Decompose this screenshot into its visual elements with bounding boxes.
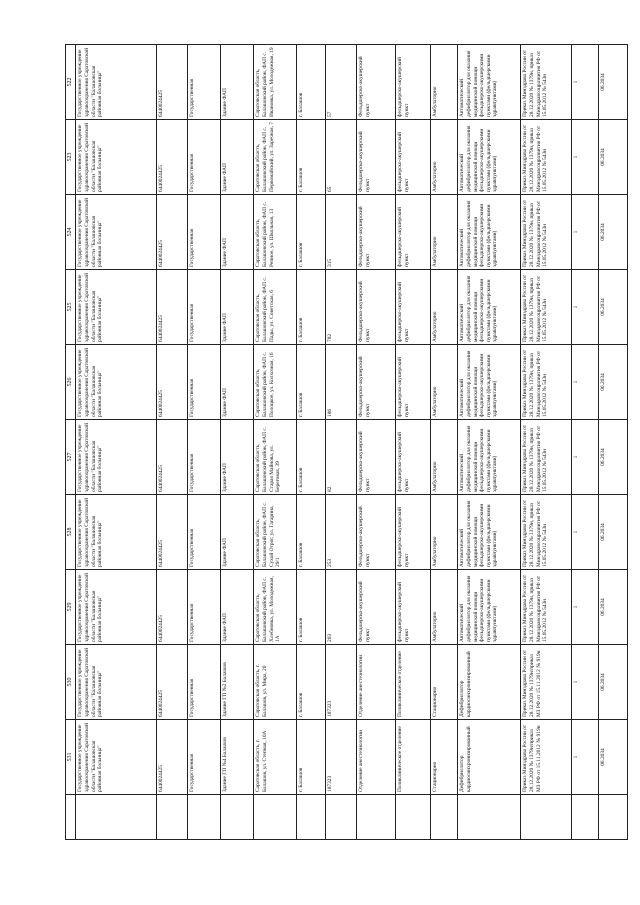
- subdepartment-cell: фельдшерско-акушерский пункт: [396, 345, 431, 420]
- building-cell: Здание ФАП: [221, 570, 254, 645]
- column-number: 531: [66, 720, 76, 795]
- row-label-cell: [157, 795, 188, 840]
- subdepartment-cell: фельдшерско-акушерский пункт: [396, 420, 431, 495]
- order-reference-cell: Приказ Минздрава России от 28.12.2020 № 1379н, приказ Минздравсоцразвития РФ от 15.05.2012 № 543н: [521, 270, 572, 345]
- equipment-cell: Автоматический дефибриллятор для оказания медицинской помощи фельдшерско-акушерскими пунктами (фельдшерскими здравпунктами): [458, 420, 521, 495]
- table-row: [357, 45, 396, 840]
- department-cell: Фельдшерско-акушерский пункт: [357, 495, 396, 570]
- inn-cell: 6440024425: [157, 420, 188, 495]
- department-cell: Фельдшерско-акушерский пункт: [357, 345, 396, 420]
- quantity-cell: 1: [572, 645, 599, 720]
- row-label-cell: [599, 795, 628, 840]
- date-cell: 06.2034: [599, 345, 628, 420]
- table-body: [66, 45, 628, 840]
- owner-cell: Государственное учреждение здравоохранения Саратовской области "Балашовская районная больница": [76, 570, 157, 645]
- subdepartment-cell: фельдшерско-акушерский пункт: [396, 45, 431, 120]
- locality-cell: г. Балашов: [297, 495, 326, 570]
- row-label-cell: [396, 795, 431, 840]
- table-row: [572, 45, 599, 840]
- address-cell: Саратовская область, г. Балашов, ул. Мира, 20: [254, 645, 297, 720]
- table-row: [599, 45, 628, 840]
- address-cell: Саратовская область, Балашовский район, ФАП с. Хлебновка, ул. Молодежная, 1А: [254, 570, 297, 645]
- equipment-cell: Дефибриллятор кардиосинхронизированный: [458, 645, 521, 720]
- date-cell: 06.2034: [599, 120, 628, 195]
- code-cell: 203: [326, 570, 357, 645]
- care-mode-cell: Амбулаторно: [431, 570, 458, 645]
- code-cell: 82: [326, 420, 357, 495]
- code-cell: 65: [326, 120, 357, 195]
- equipment-cell: Автоматический дефибриллятор для оказания медицинской помощи фельдшерско-акушерскими пунктами (фельдшерскими здравпунктами): [458, 270, 521, 345]
- ownership-form-cell: Государственная: [188, 495, 221, 570]
- address-cell: Саратовская область, г. Балашов, ул. Степная, 10А: [254, 720, 297, 795]
- column-number: 524: [66, 195, 76, 270]
- ownership-form-cell: Государственная: [188, 45, 221, 120]
- ownership-form-cell: Государственная: [188, 270, 221, 345]
- table-row: [521, 45, 572, 840]
- department-cell: Фельдшерско-акушерский пункт: [357, 270, 396, 345]
- inn-cell: 6440024425: [157, 195, 188, 270]
- order-reference-cell: Приказ Минздрава России от 28.12.2020 № 1379н, приказ Минздравсоцразвития РФ от 15.05.2012 № 543н: [521, 120, 572, 195]
- quantity-cell: 1: [572, 45, 599, 120]
- subdepartment-cell: фельдшерско-акушерский пункт: [396, 120, 431, 195]
- locality-cell: г. Балашов: [297, 570, 326, 645]
- equipment-cell: Дефибриллятор кардиосинхронизированный: [458, 720, 521, 795]
- ownership-form-cell: Государственная: [188, 570, 221, 645]
- owner-cell: Государственное учреждение здравоохранения Саратовской области "Балашовская районная больница": [76, 270, 157, 345]
- code-cell: 315: [326, 195, 357, 270]
- care-mode-cell: Амбулаторно: [431, 195, 458, 270]
- date-cell: 06.2034: [599, 420, 628, 495]
- equipment-cell: Автоматический дефибриллятор для оказания медицинской помощи фельдшерско-акушерскими пунктами (фельдшерскими здравпунктами): [458, 345, 521, 420]
- equipment-cell: Автоматический дефибриллятор для оказания медицинской помощи фельдшерско-акушерскими пунктами (фельдшерскими здравпунктами): [458, 495, 521, 570]
- building-cell: Здание ФАП: [221, 195, 254, 270]
- locality-cell: г. Балашов: [297, 720, 326, 795]
- order-reference-cell: Приказ Минздрава России от 28.12.2020 № 1379н, приказ Минздравсоцразвития РФ от 15.05.2012 № 543н: [521, 570, 572, 645]
- care-mode-cell: Стационарно: [431, 645, 458, 720]
- column-number: 525: [66, 270, 76, 345]
- ownership-form-cell: Государственная: [188, 420, 221, 495]
- code-cell: 187323: [326, 645, 357, 720]
- equipment-cell: Автоматический дефибриллятор для оказания медицинской помощи фельдшерско-акушерскими пунктами (фельдшерскими здравпунктами): [458, 195, 521, 270]
- table-row: [157, 45, 188, 840]
- row-label-cell: [431, 795, 458, 840]
- inn-cell: 6440024425: [157, 495, 188, 570]
- date-cell: 06.2034: [599, 495, 628, 570]
- care-mode-cell: Амбулаторно: [431, 420, 458, 495]
- table-row: [254, 45, 297, 840]
- subdepartment-cell: фельдшерско-акушерский пункт: [396, 270, 431, 345]
- row-label-cell: [458, 795, 521, 840]
- building-cell: Здание ФАП: [221, 270, 254, 345]
- row-label-cell: [326, 795, 357, 840]
- row-label-cell: [76, 795, 157, 840]
- code-cell: 253: [326, 495, 357, 570]
- column-number: 527: [66, 420, 76, 495]
- locality-cell: г. Балашов: [297, 120, 326, 195]
- ownership-form-cell: Государственная: [188, 645, 221, 720]
- care-mode-cell: Амбулаторно: [431, 45, 458, 120]
- locality-cell: г. Балашов: [297, 420, 326, 495]
- building-cell: Здание ГП №4 Балашов: [221, 720, 254, 795]
- order-reference-cell: Приказ Минздрава России от 28.12.2020 № 1379н, приказ Минздравсоцразвития РФ от 15.05.2012 № 543н: [521, 345, 572, 420]
- code-cell: 186: [326, 345, 357, 420]
- owner-cell: Государственное учреждение здравоохранения Саратовской области "Балашовская районная больница": [76, 120, 157, 195]
- subdepartment-cell: фельдшерско-акушерский пункт: [396, 495, 431, 570]
- equipment-register-table: [65, 44, 628, 840]
- order-reference-cell: Приказ Минздрава России от 28.12.2020 № 1379н, приказ Минздравсоцразвития РФ от 15.05.2012 № 543н: [521, 420, 572, 495]
- owner-cell: Государственное учреждение здравоохранения Саратовской области "Балашовская районная больница": [76, 720, 157, 795]
- quantity-cell: 1: [572, 420, 599, 495]
- date-cell: 06.2034: [599, 720, 628, 795]
- subdepartment-cell: фельдшерско-акушерский пункт: [396, 570, 431, 645]
- inn-cell: 6440024425: [157, 45, 188, 120]
- inn-cell: 6440024425: [157, 120, 188, 195]
- equipment-cell: Автоматический дефибриллятор для оказания медицинской помощи фельдшерско-акушерскими пунктами (фельдшерскими здравпунктами): [458, 120, 521, 195]
- locality-cell: г. Балашов: [297, 195, 326, 270]
- table-row: [396, 45, 431, 840]
- owner-cell: Государственное учреждение здравоохранения Саратовской области "Балашовская районная больница": [76, 420, 157, 495]
- quantity-cell: 1: [572, 495, 599, 570]
- department-cell: Фельдшерско-акушерский пункт: [357, 195, 396, 270]
- table-row: [76, 45, 157, 840]
- row-label-cell: [254, 795, 297, 840]
- date-cell: 06.2034: [599, 570, 628, 645]
- order-reference-cell: Приказ Минздрава России от 28.12.2020 № 1379н/приказ МЗ РФ от 15.11.2012 № 919н: [521, 645, 572, 720]
- column-number: 530: [66, 645, 76, 720]
- table-row: [66, 45, 76, 840]
- row-label-cell: [221, 795, 254, 840]
- department-cell: Отделение анестезиологии: [357, 720, 396, 795]
- ownership-form-cell: Государственная: [188, 120, 221, 195]
- quantity-cell: 1: [572, 570, 599, 645]
- address-cell: Саратовская область, Балашовский район, ФАП с. Старая Майнова, ул. Береговая, 39: [254, 420, 297, 495]
- care-mode-cell: Амбулаторно: [431, 270, 458, 345]
- address-cell: Саратовская область, Балашовский район, ФАП с. Пады, ул. Советская, 6: [254, 270, 297, 345]
- order-reference-cell: Приказ Минздрава России от 28.12.2020 № 1379н/приказ МЗ РФ от 15.11.2012 № 919н: [521, 720, 572, 795]
- code-cell: 187323: [326, 720, 357, 795]
- locality-cell: г. Балашов: [297, 270, 326, 345]
- quantity-cell: 1: [572, 720, 599, 795]
- department-cell: Фельдшерско-акушерский пункт: [357, 420, 396, 495]
- column-number: 522: [66, 45, 76, 120]
- owner-cell: Государственное учреждение здравоохранения Саратовской области "Балашовская районная больница": [76, 345, 157, 420]
- department-cell: Фельдшерско-акушерский пункт: [357, 570, 396, 645]
- order-reference-cell: Приказ Минздрава России от 28.12.2020 № 1379н, приказ Минздравсоцразвития РФ от 15.05.2012 № 543н: [521, 195, 572, 270]
- row-label-cell: [297, 795, 326, 840]
- inn-cell: 6440024425: [157, 345, 188, 420]
- care-mode-cell: Стационарно: [431, 720, 458, 795]
- date-cell: 06.2034: [599, 270, 628, 345]
- row-label-cell: [521, 795, 572, 840]
- owner-cell: Государственное учреждение здравоохранения Саратовской области "Балашовская районная больница": [76, 495, 157, 570]
- quantity-cell: 1: [572, 120, 599, 195]
- code-cell: 57: [326, 45, 357, 120]
- table-row: [431, 45, 458, 840]
- subdepartment-cell: фельдшерско-акушерский пункт: [396, 195, 431, 270]
- table-row: [326, 45, 357, 840]
- building-cell: Здание ФАП: [221, 120, 254, 195]
- building-cell: Здание ФАП: [221, 420, 254, 495]
- quantity-cell: 1: [572, 345, 599, 420]
- subdepartment-cell: Поликлиническое отделение: [396, 645, 431, 720]
- building-cell: Здание ГП №2 Балашов: [221, 645, 254, 720]
- address-cell: Саратовская область, Балашовский район, ФАП с. Первомайский, ул. Заречная, 7: [254, 120, 297, 195]
- inn-cell: 6440024425: [157, 645, 188, 720]
- ownership-form-cell: Государственная: [188, 720, 221, 795]
- address-cell: Саратовская область, Балашовский район, ФАП с. Ивановка, ул. Молодежная, 19: [254, 45, 297, 120]
- code-cell: 782: [326, 270, 357, 345]
- building-cell: Здание ФАП: [221, 45, 254, 120]
- care-mode-cell: Амбулаторно: [431, 120, 458, 195]
- row-label-cell: [357, 795, 396, 840]
- owner-cell: Государственное учреждение здравоохранения Саратовской области "Балашовская районная больница": [76, 45, 157, 120]
- owner-cell: Государственное учреждение здравоохранения Саратовской области "Балашовская районная больница": [76, 195, 157, 270]
- row-label-cell: [66, 795, 76, 840]
- owner-cell: Государственное учреждение здравоохранения Саратовской области "Балашовская районная больница": [76, 645, 157, 720]
- quantity-cell: 1: [572, 270, 599, 345]
- address-cell: Саратовская область, Балашовский район, ФАП с. Полоцкое, ул. Колхозная, 16: [254, 345, 297, 420]
- ownership-form-cell: Государственная: [188, 345, 221, 420]
- column-number: 523: [66, 120, 76, 195]
- date-cell: 06.2034: [599, 45, 628, 120]
- care-mode-cell: Амбулаторно: [431, 495, 458, 570]
- column-number: 528: [66, 495, 76, 570]
- equipment-cell: Автоматический дефибриллятор для оказания медицинской помощи фельдшерско-акушерскими пунктами (фельдшерскими здравпунктами): [458, 570, 521, 645]
- row-label-cell: [188, 795, 221, 840]
- row-label-cell: [572, 795, 599, 840]
- locality-cell: г. Балашов: [297, 645, 326, 720]
- table-row: [297, 45, 326, 840]
- quantity-cell: 1: [572, 195, 599, 270]
- locality-cell: г. Балашов: [297, 345, 326, 420]
- order-reference-cell: Приказ Минздрава России от 28.12.2020 № 1379н, приказ Минздравсоцразвития РФ от 15.05.2012 № 543н: [521, 45, 572, 120]
- address-cell: Саратовская область, Балашовский район, ФАП с. Сухой Отрог, ул. Гагарина, 29/1: [254, 495, 297, 570]
- table-row: [188, 45, 221, 840]
- table-row: [458, 45, 521, 840]
- care-mode-cell: Амбулаторно: [431, 345, 458, 420]
- inn-cell: 6440024425: [157, 270, 188, 345]
- ownership-form-cell: Государственная: [188, 195, 221, 270]
- building-cell: Здание ФАП: [221, 345, 254, 420]
- column-number: 529: [66, 570, 76, 645]
- building-cell: Здание ФАП: [221, 495, 254, 570]
- table-row: [221, 45, 254, 840]
- date-cell: 06.2034: [599, 195, 628, 270]
- subdepartment-cell: Поликлиническое отделение: [396, 720, 431, 795]
- date-cell: 06.2034: [599, 645, 628, 720]
- inn-cell: 6440024425: [157, 720, 188, 795]
- locality-cell: г. Балашов: [297, 45, 326, 120]
- department-cell: Отделение анестезиологии: [357, 645, 396, 720]
- inn-cell: 6440024425: [157, 570, 188, 645]
- column-number: 526: [66, 345, 76, 420]
- order-reference-cell: Приказ Минздрава России от 28.12.2020 № 1379н, приказ Минздравсоцразвития РФ от 15.05.2012 № 543н: [521, 495, 572, 570]
- equipment-cell: Автоматический дефибриллятор для оказания медицинской помощи фельдшерско-акушерскими пунктами (фельдшерскими здравпунктами): [458, 45, 521, 120]
- address-cell: Саратовская область, Балашовский район, ФАП с. Репное, ул. Школьная, 13: [254, 195, 297, 270]
- rotated-table-wrapper: [65, 45, 607, 840]
- department-cell: Фельдшерско-акушерский пункт: [357, 120, 396, 195]
- department-cell: Фельдшерско-акушерский пункт: [357, 45, 396, 120]
